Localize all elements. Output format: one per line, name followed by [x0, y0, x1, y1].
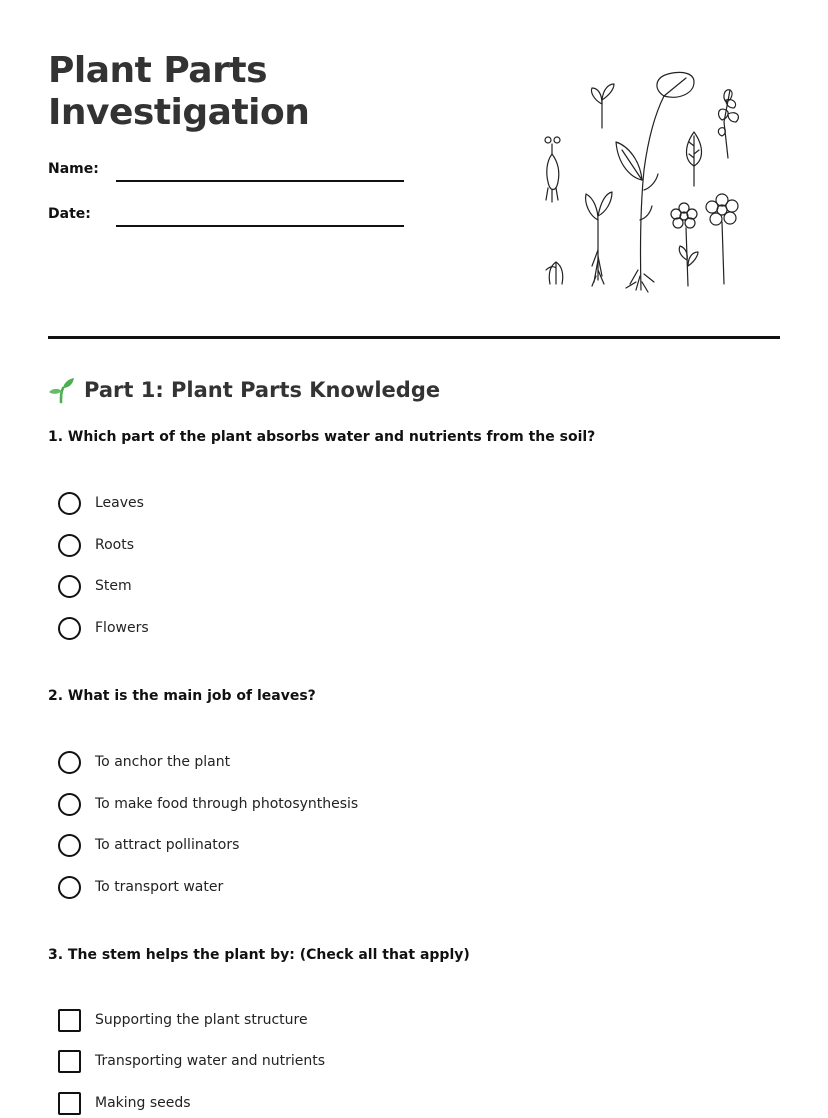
- question-2: 2. What is the main job of leaves?: [48, 688, 316, 704]
- title-line-2: Investigation: [48, 92, 310, 133]
- q1-option-stem[interactable]: [58, 574, 132, 598]
- sprout-drawing: [591, 84, 614, 128]
- small-sprout-drawing: [546, 262, 563, 284]
- option-label: Flowers: [95, 620, 149, 636]
- date-line: [116, 225, 404, 227]
- checkbox[interactable]: [58, 1009, 81, 1032]
- q1-option-roots[interactable]: [58, 533, 134, 557]
- radio-button[interactable]: [58, 793, 81, 816]
- radio-button[interactable]: [58, 834, 81, 857]
- option-label: Making seeds: [95, 1095, 191, 1111]
- option-label: Leaves: [95, 495, 144, 511]
- q3-option-support[interactable]: [58, 1008, 308, 1032]
- daisy-drawing: [706, 194, 738, 284]
- option-label: Transporting water and nutrients: [95, 1053, 326, 1069]
- question-3: 3. The stem helps the plant by: (Check all that apply): [48, 947, 470, 963]
- q2-option-anchor[interactable]: [58, 750, 230, 774]
- q3-option-seeds[interactable]: [58, 1091, 191, 1115]
- question-1: 1. Which part of the plant absorbs water and nutrients from the soil?: [48, 429, 596, 445]
- radio-button[interactable]: [58, 751, 81, 774]
- bulb-drawing: [545, 137, 560, 202]
- leaf-drawing: [687, 132, 702, 186]
- option-label: Supporting the plant structure: [95, 1012, 308, 1028]
- q1-option-leaves[interactable]: [58, 491, 144, 515]
- name-field: [48, 160, 408, 190]
- part1-heading: [48, 374, 440, 406]
- radio-button[interactable]: [58, 876, 81, 899]
- q1-option-flowers[interactable]: [58, 616, 149, 640]
- option-label: Roots: [95, 537, 135, 553]
- radio-button[interactable]: [58, 534, 81, 557]
- seedling-drawing: [586, 192, 612, 286]
- date-label: Date:: [48, 206, 91, 222]
- part1-title: Part 1: Plant Parts Knowledge: [84, 378, 441, 402]
- seedling-icon: [48, 376, 76, 404]
- q2-option-pollinators[interactable]: [58, 833, 239, 857]
- plant-illustration: [536, 70, 752, 296]
- name-line: [116, 180, 404, 182]
- title-line-1: Plant Parts: [48, 50, 267, 91]
- page-title: [48, 50, 468, 134]
- date-field: [48, 205, 408, 235]
- q2-option-photosynthesis[interactable]: [58, 792, 358, 816]
- header-divider: [48, 336, 780, 339]
- option-label: To attract pollinators: [95, 837, 240, 853]
- flower-drawing: [671, 203, 698, 286]
- option-label: To make food through photosynthesis: [95, 796, 359, 812]
- radio-button[interactable]: [58, 617, 81, 640]
- option-label: To anchor the plant: [95, 754, 231, 770]
- tall-plant-drawing: [616, 72, 694, 292]
- option-label: Stem: [95, 578, 132, 594]
- branch-drawing: [718, 90, 738, 158]
- name-label: Name:: [48, 161, 99, 177]
- q2-option-transport[interactable]: [58, 875, 223, 899]
- checkbox[interactable]: [58, 1050, 81, 1073]
- option-label: To transport water: [95, 879, 224, 895]
- radio-button[interactable]: [58, 492, 81, 515]
- radio-button[interactable]: [58, 575, 81, 598]
- checkbox[interactable]: [58, 1092, 81, 1115]
- q3-option-transport[interactable]: [58, 1049, 325, 1073]
